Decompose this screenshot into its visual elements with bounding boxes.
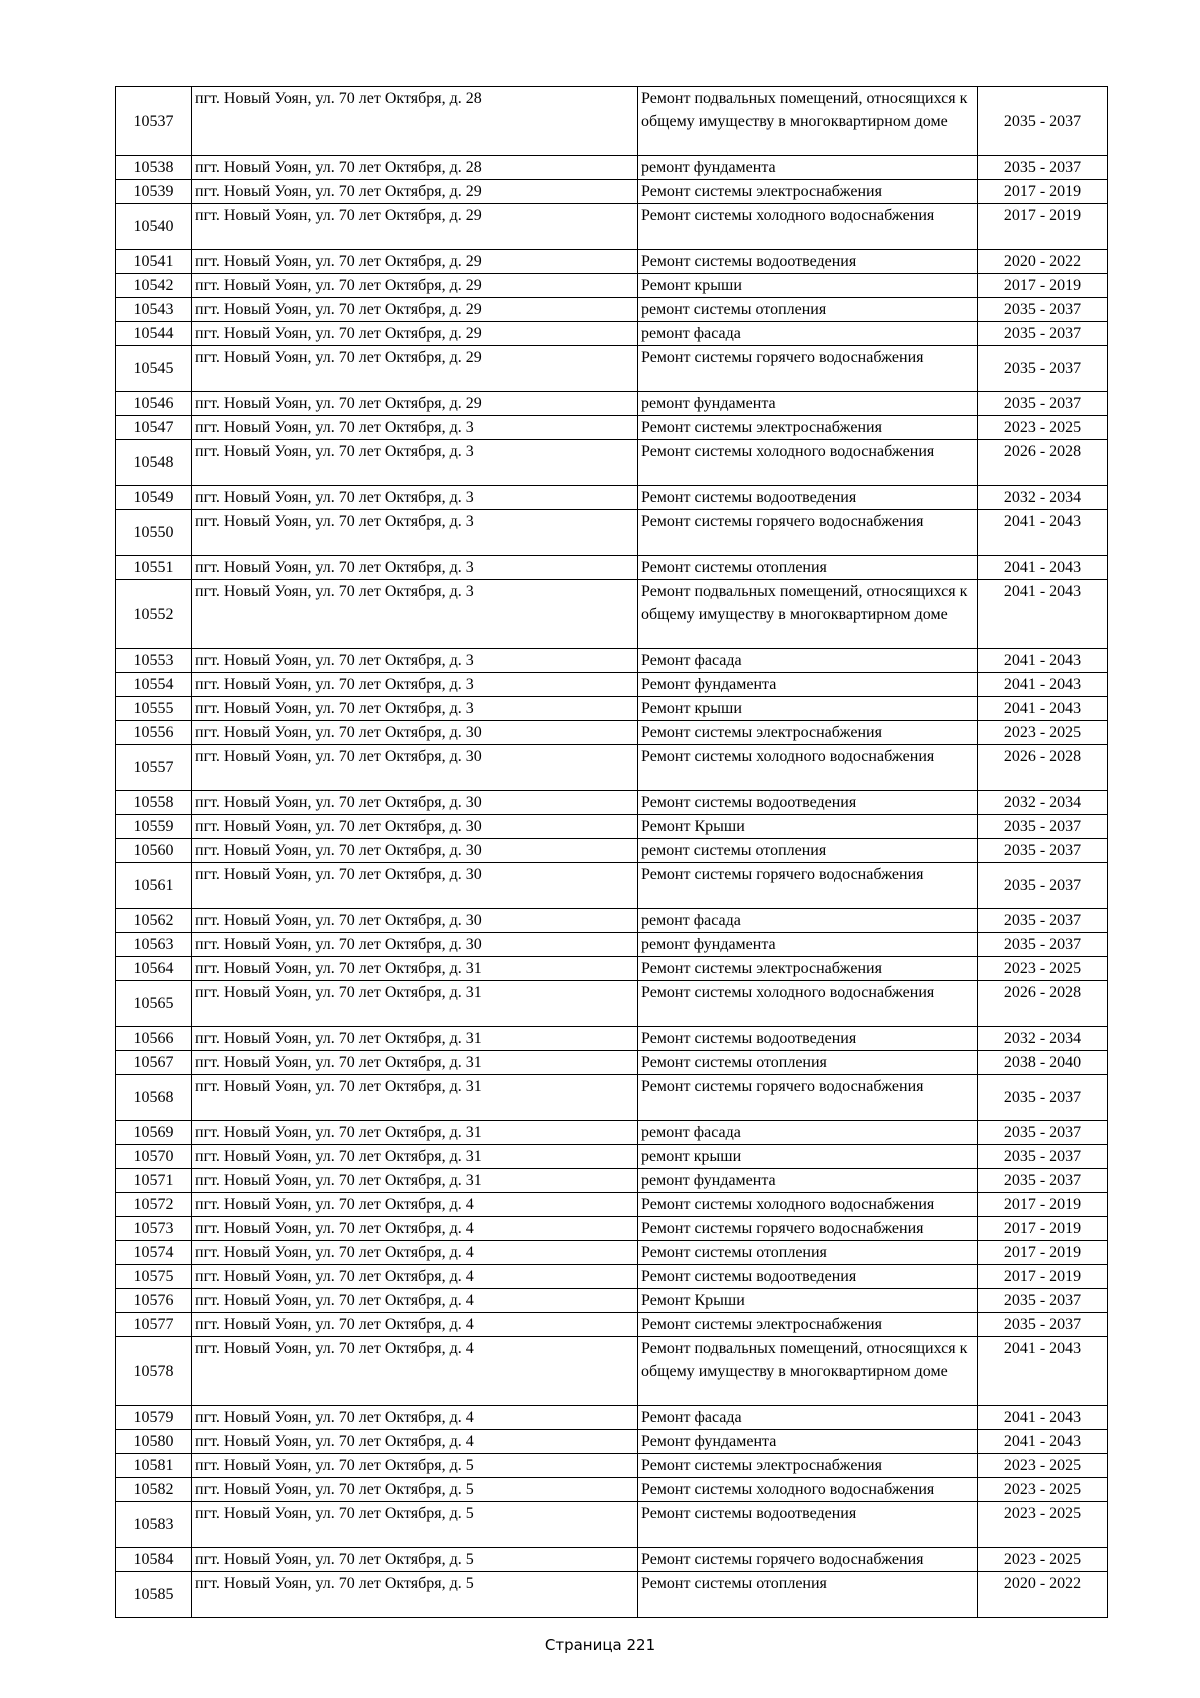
row-number: 10546 [116, 392, 192, 416]
work-type-cell: Ремонт крыши [638, 274, 978, 298]
period-cell: 2023 - 2025 [978, 1478, 1108, 1502]
address-cell: пгт. Новый Уоян, ул. 70 лет Октября, д. 4 [192, 1337, 638, 1406]
row-number: 10547 [116, 416, 192, 440]
address-cell: пгт. Новый Уоян, ул. 70 лет Октября, д. 31 [192, 1027, 638, 1051]
address-cell: пгт. Новый Уоян, ул. 70 лет Октября, д. 3 [192, 580, 638, 649]
row-number: 10569 [116, 1121, 192, 1145]
row-number: 10574 [116, 1241, 192, 1265]
row-number: 10580 [116, 1430, 192, 1454]
work-type-cell: Ремонт системы отопления [638, 1572, 978, 1618]
address-cell: пгт. Новый Уоян, ул. 70 лет Октября, д. 3 [192, 556, 638, 580]
address-cell: пгт. Новый Уоян, ул. 70 лет Октября, д. 30 [192, 863, 638, 909]
address-cell: пгт. Новый Уоян, ул. 70 лет Октября, д. 31 [192, 1145, 638, 1169]
row-number: 10555 [116, 697, 192, 721]
row-number: 10542 [116, 274, 192, 298]
table-row [116, 416, 1108, 440]
table-row [116, 909, 1108, 933]
address-cell: пгт. Новый Уоян, ул. 70 лет Октября, д. 4 [192, 1289, 638, 1313]
table-row [116, 1169, 1108, 1193]
row-number: 10576 [116, 1289, 192, 1313]
address-cell: пгт. Новый Уоян, ул. 70 лет Октября, д. 4 [192, 1313, 638, 1337]
row-number: 10560 [116, 839, 192, 863]
period-cell: 2023 - 2025 [978, 957, 1108, 981]
work-type-cell: ремонт фундамента [638, 933, 978, 957]
period-cell: 2035 - 2037 [978, 1169, 1108, 1193]
address-cell: пгт. Новый Уоян, ул. 70 лет Октября, д. 4 [192, 1406, 638, 1430]
period-cell: 2035 - 2037 [978, 909, 1108, 933]
address-cell: пгт. Новый Уоян, ул. 70 лет Октября, д. 31 [192, 1051, 638, 1075]
table-row [116, 204, 1108, 250]
work-type-cell: Ремонт системы водоотведения [638, 250, 978, 274]
address-cell: пгт. Новый Уоян, ул. 70 лет Октября, д. 5 [192, 1548, 638, 1572]
table-row [116, 1289, 1108, 1313]
table-row [116, 1572, 1108, 1618]
period-cell: 2020 - 2022 [978, 1572, 1108, 1618]
row-number: 10556 [116, 721, 192, 745]
address-cell: пгт. Новый Уоян, ул. 70 лет Октября, д. 29 [192, 250, 638, 274]
row-number: 10566 [116, 1027, 192, 1051]
table-row [116, 1265, 1108, 1289]
work-type-cell: Ремонт крыши [638, 697, 978, 721]
period-cell: 2035 - 2037 [978, 863, 1108, 909]
row-number: 10562 [116, 909, 192, 933]
table-row [116, 1454, 1108, 1478]
work-type-cell: Ремонт системы водоотведения [638, 791, 978, 815]
row-number: 10557 [116, 745, 192, 791]
work-type-cell: Ремонт системы горячего водоснабжения [638, 1548, 978, 1572]
period-cell: 2017 - 2019 [978, 1217, 1108, 1241]
address-cell: пгт. Новый Уоян, ул. 70 лет Октября, д. 3 [192, 673, 638, 697]
address-cell: пгт. Новый Уоян, ул. 70 лет Октября, д. 30 [192, 933, 638, 957]
period-cell: 2035 - 2037 [978, 346, 1108, 392]
work-type-cell: Ремонт системы водоотведения [638, 486, 978, 510]
period-cell: 2017 - 2019 [978, 204, 1108, 250]
work-type-cell: Ремонт системы электроснабжения [638, 721, 978, 745]
row-number: 10544 [116, 322, 192, 346]
work-type-cell: ремонт фасада [638, 322, 978, 346]
period-cell: 2017 - 2019 [978, 274, 1108, 298]
table-row [116, 556, 1108, 580]
row-number: 10581 [116, 1454, 192, 1478]
work-type-cell: Ремонт системы холодного водоснабжения [638, 440, 978, 486]
address-cell: пгт. Новый Уоян, ул. 70 лет Октября, д. 4 [192, 1193, 638, 1217]
work-type-cell: ремонт фундамента [638, 156, 978, 180]
period-cell: 2035 - 2037 [978, 1289, 1108, 1313]
address-cell: пгт. Новый Уоян, ул. 70 лет Октября, д. 5 [192, 1478, 638, 1502]
address-cell: пгт. Новый Уоян, ул. 70 лет Октября, д. 5 [192, 1502, 638, 1548]
address-cell: пгт. Новый Уоян, ул. 70 лет Октября, д. 31 [192, 1169, 638, 1193]
work-type-cell: Ремонт системы электроснабжения [638, 180, 978, 204]
table-row [116, 346, 1108, 392]
address-cell: пгт. Новый Уоян, ул. 70 лет Октября, д. 4 [192, 1241, 638, 1265]
table-row [116, 839, 1108, 863]
table-row [116, 1075, 1108, 1121]
row-number: 10567 [116, 1051, 192, 1075]
table-row [116, 957, 1108, 981]
table-row [116, 298, 1108, 322]
work-type-cell: Ремонт фундамента [638, 1430, 978, 1454]
table-row [116, 322, 1108, 346]
work-type-cell: ремонт фасада [638, 1121, 978, 1145]
row-number: 10558 [116, 791, 192, 815]
row-number: 10578 [116, 1337, 192, 1406]
table-row [116, 1027, 1108, 1051]
period-cell: 2032 - 2034 [978, 486, 1108, 510]
table-row [116, 1406, 1108, 1430]
period-cell: 2017 - 2019 [978, 1265, 1108, 1289]
work-type-cell: Ремонт подвальных помещений, относящихся к общему имуществу в многоквартирном доме [638, 87, 978, 156]
address-cell: пгт. Новый Уоян, ул. 70 лет Октября, д. 3 [192, 440, 638, 486]
row-number: 10583 [116, 1502, 192, 1548]
work-type-cell: Ремонт фасада [638, 1406, 978, 1430]
work-type-cell: ремонт системы отопления [638, 298, 978, 322]
work-type-cell: Ремонт системы холодного водоснабжения [638, 981, 978, 1027]
work-type-cell: ремонт фасада [638, 909, 978, 933]
table-row [116, 721, 1108, 745]
repair-schedule-table [115, 86, 1108, 1618]
address-cell: пгт. Новый Уоян, ул. 70 лет Октября, д. 3 [192, 697, 638, 721]
table-row [116, 673, 1108, 697]
table-row [116, 1430, 1108, 1454]
period-cell: 2035 - 2037 [978, 1145, 1108, 1169]
work-type-cell: Ремонт системы водоотведения [638, 1265, 978, 1289]
row-number: 10539 [116, 180, 192, 204]
table-row [116, 981, 1108, 1027]
address-cell: пгт. Новый Уоян, ул. 70 лет Октября, д. 29 [192, 392, 638, 416]
period-cell: 2032 - 2034 [978, 1027, 1108, 1051]
work-type-cell: Ремонт подвальных помещений, относящихся к общему имуществу в многоквартирном доме [638, 1337, 978, 1406]
work-type-cell: Ремонт системы горячего водоснабжения [638, 510, 978, 556]
work-type-cell: Ремонт Крыши [638, 1289, 978, 1313]
period-cell: 2026 - 2028 [978, 745, 1108, 791]
period-cell: 2035 - 2037 [978, 156, 1108, 180]
address-cell: пгт. Новый Уоян, ул. 70 лет Октября, д. 28 [192, 87, 638, 156]
table-row [116, 1313, 1108, 1337]
table-row [116, 1145, 1108, 1169]
row-number: 10554 [116, 673, 192, 697]
table-row [116, 791, 1108, 815]
work-type-cell: ремонт фундамента [638, 392, 978, 416]
work-type-cell: ремонт крыши [638, 1145, 978, 1169]
row-number: 10552 [116, 580, 192, 649]
table-row [116, 1121, 1108, 1145]
period-cell: 2026 - 2028 [978, 440, 1108, 486]
row-number: 10538 [116, 156, 192, 180]
address-cell: пгт. Новый Уоян, ул. 70 лет Октября, д. 4 [192, 1217, 638, 1241]
table-row [116, 440, 1108, 486]
table-row [116, 486, 1108, 510]
table-row [116, 510, 1108, 556]
table-row [116, 697, 1108, 721]
period-cell: 2023 - 2025 [978, 1548, 1108, 1572]
table-row [116, 1051, 1108, 1075]
period-cell: 2035 - 2037 [978, 839, 1108, 863]
address-cell: пгт. Новый Уоян, ул. 70 лет Октября, д. 30 [192, 745, 638, 791]
row-number: 10545 [116, 346, 192, 392]
work-type-cell: Ремонт системы электроснабжения [638, 957, 978, 981]
work-type-cell: Ремонт системы холодного водоснабжения [638, 1478, 978, 1502]
row-number: 10575 [116, 1265, 192, 1289]
address-cell: пгт. Новый Уоян, ул. 70 лет Октября, д. 31 [192, 981, 638, 1027]
work-type-cell: Ремонт системы горячего водоснабжения [638, 346, 978, 392]
work-type-cell: Ремонт Крыши [638, 815, 978, 839]
work-type-cell: ремонт системы отопления [638, 839, 978, 863]
work-type-cell: ремонт фундамента [638, 1169, 978, 1193]
address-cell: пгт. Новый Уоян, ул. 70 лет Октября, д. 28 [192, 156, 638, 180]
period-cell: 2023 - 2025 [978, 416, 1108, 440]
address-cell: пгт. Новый Уоян, ул. 70 лет Октября, д. 31 [192, 1121, 638, 1145]
work-type-cell: Ремонт фундамента [638, 673, 978, 697]
address-cell: пгт. Новый Уоян, ул. 70 лет Октября, д. 30 [192, 791, 638, 815]
period-cell: 2026 - 2028 [978, 981, 1108, 1027]
address-cell: пгт. Новый Уоян, ул. 70 лет Октября, д. 30 [192, 815, 638, 839]
period-cell: 2035 - 2037 [978, 1313, 1108, 1337]
period-cell: 2023 - 2025 [978, 1502, 1108, 1548]
row-number: 10537 [116, 87, 192, 156]
row-number: 10549 [116, 486, 192, 510]
page-number: Страница 221 [544, 1636, 656, 1654]
address-cell: пгт. Новый Уоян, ул. 70 лет Октября, д. 4 [192, 1430, 638, 1454]
work-type-cell: Ремонт фасада [638, 649, 978, 673]
period-cell: 2035 - 2037 [978, 933, 1108, 957]
row-number: 10551 [116, 556, 192, 580]
row-number: 10584 [116, 1548, 192, 1572]
table-row [116, 745, 1108, 791]
work-type-cell: Ремонт системы горячего водоснабжения [638, 1217, 978, 1241]
row-number: 10548 [116, 440, 192, 486]
period-cell: 2023 - 2025 [978, 721, 1108, 745]
period-cell: 2017 - 2019 [978, 1193, 1108, 1217]
period-cell: 2035 - 2037 [978, 1121, 1108, 1145]
table-row [116, 274, 1108, 298]
table-row [116, 649, 1108, 673]
row-number: 10540 [116, 204, 192, 250]
row-number: 10582 [116, 1478, 192, 1502]
address-cell: пгт. Новый Уоян, ул. 70 лет Октября, д. 30 [192, 909, 638, 933]
work-type-cell: Ремонт системы водоотведения [638, 1502, 978, 1548]
period-cell: 2041 - 2043 [978, 1406, 1108, 1430]
work-type-cell: Ремонт системы электроснабжения [638, 1313, 978, 1337]
table-row [116, 815, 1108, 839]
address-cell: пгт. Новый Уоян, ул. 70 лет Октября, д. 4 [192, 1265, 638, 1289]
period-cell: 2035 - 2037 [978, 298, 1108, 322]
work-type-cell: Ремонт системы отопления [638, 556, 978, 580]
address-cell: пгт. Новый Уоян, ул. 70 лет Октября, д. 3 [192, 649, 638, 673]
period-cell: 2041 - 2043 [978, 510, 1108, 556]
period-cell: 2041 - 2043 [978, 649, 1108, 673]
row-number: 10553 [116, 649, 192, 673]
row-number: 10543 [116, 298, 192, 322]
work-type-cell: Ремонт системы электроснабжения [638, 1454, 978, 1478]
row-number: 10585 [116, 1572, 192, 1618]
row-number: 10564 [116, 957, 192, 981]
period-cell: 2038 - 2040 [978, 1051, 1108, 1075]
period-cell: 2041 - 2043 [978, 697, 1108, 721]
row-number: 10573 [116, 1217, 192, 1241]
work-type-cell: Ремонт системы холодного водоснабжения [638, 1193, 978, 1217]
address-cell: пгт. Новый Уоян, ул. 70 лет Октября, д. 5 [192, 1572, 638, 1618]
table-row [116, 180, 1108, 204]
address-cell: пгт. Новый Уоян, ул. 70 лет Октября, д. 29 [192, 204, 638, 250]
period-cell: 2035 - 2037 [978, 1075, 1108, 1121]
row-number: 10572 [116, 1193, 192, 1217]
period-cell: 2041 - 2043 [978, 673, 1108, 697]
row-number: 10550 [116, 510, 192, 556]
table-row [116, 1241, 1108, 1265]
work-type-cell: Ремонт системы горячего водоснабжения [638, 863, 978, 909]
work-type-cell: Ремонт системы отопления [638, 1241, 978, 1265]
work-type-cell: Ремонт подвальных помещений, относящихся к общему имуществу в многоквартирном доме [638, 580, 978, 649]
address-cell: пгт. Новый Уоян, ул. 70 лет Октября, д. 3 [192, 486, 638, 510]
address-cell: пгт. Новый Уоян, ул. 70 лет Октября, д. 29 [192, 322, 638, 346]
row-number: 10561 [116, 863, 192, 909]
table-row [116, 1337, 1108, 1406]
period-cell: 2041 - 2043 [978, 1337, 1108, 1406]
row-number: 10565 [116, 981, 192, 1027]
table-row [116, 580, 1108, 649]
row-number: 10563 [116, 933, 192, 957]
table-row [116, 250, 1108, 274]
table-row [116, 156, 1108, 180]
address-cell: пгт. Новый Уоян, ул. 70 лет Октября, д. 29 [192, 346, 638, 392]
address-cell: пгт. Новый Уоян, ул. 70 лет Октября, д. 29 [192, 298, 638, 322]
period-cell: 2035 - 2037 [978, 392, 1108, 416]
period-cell: 2020 - 2022 [978, 250, 1108, 274]
table-row [116, 933, 1108, 957]
period-cell: 2035 - 2037 [978, 322, 1108, 346]
row-number: 10559 [116, 815, 192, 839]
period-cell: 2035 - 2037 [978, 87, 1108, 156]
work-type-cell: Ремонт системы отопления [638, 1051, 978, 1075]
row-number: 10570 [116, 1145, 192, 1169]
table-row [116, 863, 1108, 909]
period-cell: 2041 - 2043 [978, 1430, 1108, 1454]
work-type-cell: Ремонт системы электроснабжения [638, 416, 978, 440]
period-cell: 2041 - 2043 [978, 580, 1108, 649]
address-cell: пгт. Новый Уоян, ул. 70 лет Октября, д. 29 [192, 274, 638, 298]
row-number: 10577 [116, 1313, 192, 1337]
period-cell: 2035 - 2037 [978, 815, 1108, 839]
table-row [116, 1193, 1108, 1217]
row-number: 10568 [116, 1075, 192, 1121]
table-row [116, 1548, 1108, 1572]
period-cell: 2032 - 2034 [978, 791, 1108, 815]
table-row [116, 1502, 1108, 1548]
address-cell: пгт. Новый Уоян, ул. 70 лет Октября, д. 3 [192, 416, 638, 440]
table-row [116, 1217, 1108, 1241]
address-cell: пгт. Новый Уоян, ул. 70 лет Октября, д. 31 [192, 957, 638, 981]
table-row [116, 392, 1108, 416]
row-number: 10579 [116, 1406, 192, 1430]
address-cell: пгт. Новый Уоян, ул. 70 лет Октября, д. 3 [192, 510, 638, 556]
address-cell: пгт. Новый Уоян, ул. 70 лет Октября, д. 5 [192, 1454, 638, 1478]
work-type-cell: Ремонт системы холодного водоснабжения [638, 204, 978, 250]
work-type-cell: Ремонт системы холодного водоснабжения [638, 745, 978, 791]
table-body [116, 87, 1108, 1618]
address-cell: пгт. Новый Уоян, ул. 70 лет Октября, д. 31 [192, 1075, 638, 1121]
table-row [116, 1478, 1108, 1502]
address-cell: пгт. Новый Уоян, ул. 70 лет Октября, д. 30 [192, 721, 638, 745]
row-number: 10571 [116, 1169, 192, 1193]
work-type-cell: Ремонт системы горячего водоснабжения [638, 1075, 978, 1121]
address-cell: пгт. Новый Уоян, ул. 70 лет Октября, д. 30 [192, 839, 638, 863]
address-cell: пгт. Новый Уоян, ул. 70 лет Октября, д. 29 [192, 180, 638, 204]
work-type-cell: Ремонт системы водоотведения [638, 1027, 978, 1051]
period-cell: 2041 - 2043 [978, 556, 1108, 580]
row-number: 10541 [116, 250, 192, 274]
period-cell: 2017 - 2019 [978, 1241, 1108, 1265]
period-cell: 2023 - 2025 [978, 1454, 1108, 1478]
table-row [116, 87, 1108, 156]
period-cell: 2017 - 2019 [978, 180, 1108, 204]
